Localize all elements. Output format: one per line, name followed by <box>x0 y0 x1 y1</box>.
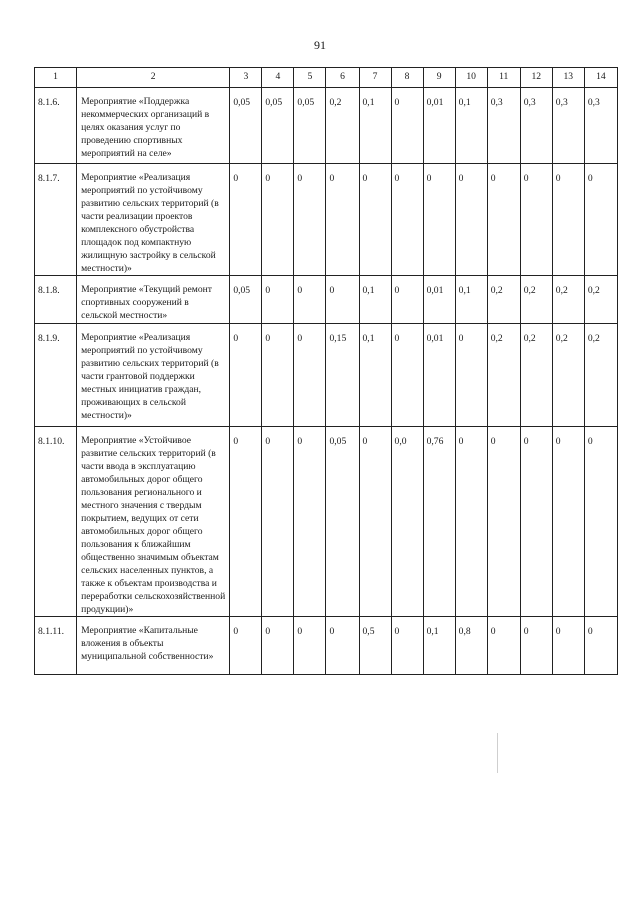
row-value: 0 <box>455 427 487 617</box>
row-value: 0,05 <box>294 88 326 164</box>
row-value: 0,01 <box>423 276 455 324</box>
row-value: 0,1 <box>455 276 487 324</box>
row-value: 0 <box>391 324 423 427</box>
row-code: 8.1.7. <box>35 164 77 276</box>
row-value: 0 <box>552 617 584 675</box>
row-value: 0,2 <box>520 276 552 324</box>
header-cell: 2 <box>77 68 230 88</box>
row-name: Мероприятие «Капитальные вложения в объекты муниципальной собственности» <box>77 617 230 675</box>
row-value: 0 <box>455 164 487 276</box>
row-value: 0,1 <box>359 276 391 324</box>
row-value: 0,2 <box>552 324 584 427</box>
row-value: 0,3 <box>584 88 617 164</box>
row-value: 0 <box>391 164 423 276</box>
row-value: 0 <box>359 427 391 617</box>
row-code: 8.1.6. <box>35 88 77 164</box>
row-value: 0,3 <box>552 88 584 164</box>
row-value: 0 <box>230 427 262 617</box>
row-value: 0,15 <box>326 324 359 427</box>
row-value: 0,05 <box>262 88 294 164</box>
row-name: Мероприятие «Реализация мероприятий по устойчивому развитию сельских территорий (в части грантовой поддержки местных инициатив граждан, проживающих в сельской местности)» <box>77 324 230 427</box>
row-value: 0 <box>423 164 455 276</box>
row-value: 0,01 <box>423 88 455 164</box>
header-cell: 9 <box>423 68 455 88</box>
row-value: 0,3 <box>520 88 552 164</box>
row-value: 0 <box>230 617 262 675</box>
row-value: 0,2 <box>584 324 617 427</box>
table-row <box>35 164 618 276</box>
table-row <box>35 276 618 324</box>
row-value: 0,0 <box>391 427 423 617</box>
table-row <box>35 617 618 675</box>
row-code: 8.1.10. <box>35 427 77 617</box>
row-value: 0 <box>584 617 617 675</box>
row-code: 8.1.8. <box>35 276 77 324</box>
header-cell: 11 <box>487 68 520 88</box>
row-value: 0 <box>487 164 520 276</box>
header-cell: 6 <box>326 68 359 88</box>
row-name: Мероприятие «Реализация мероприятий по устойчивому развитию сельских территорий (в части реализации проектов комплексного обустройства площадок под компактную жилищную застройку в сельской местности)» <box>77 164 230 276</box>
row-value: 0,05 <box>230 276 262 324</box>
row-value: 0 <box>520 164 552 276</box>
header-cell: 1 <box>35 68 77 88</box>
row-value: 0,1 <box>359 88 391 164</box>
row-value: 0 <box>294 276 326 324</box>
header-cell: 5 <box>294 68 326 88</box>
table-row <box>35 88 618 164</box>
row-value: 0,2 <box>520 324 552 427</box>
row-value: 0,05 <box>326 427 359 617</box>
scan-artifact-line <box>497 733 498 773</box>
row-value: 0 <box>391 88 423 164</box>
row-name: Мероприятие «Текущий ремонт спортивных сооружений в сельской местности» <box>77 276 230 324</box>
row-code: 8.1.9. <box>35 324 77 427</box>
row-value: 0 <box>294 164 326 276</box>
row-value: 0 <box>520 617 552 675</box>
row-name: Мероприятие «Поддержка некоммерческих организаций в целях оказания услуг по проведению спортивных мероприятий на селе» <box>77 88 230 164</box>
row-value: 0,5 <box>359 617 391 675</box>
row-value: 0 <box>262 617 294 675</box>
row-value: 0 <box>326 617 359 675</box>
row-value: 0,2 <box>487 276 520 324</box>
header-cell: 13 <box>552 68 584 88</box>
row-value: 0,2 <box>584 276 617 324</box>
row-value: 0,1 <box>455 88 487 164</box>
row-value: 0 <box>520 427 552 617</box>
row-name: Мероприятие «Устойчивое развитие сельских территорий (в части ввода в эксплуатацию автомобильных дорог общего пользования регионального и местного значения с твердым покрытием, ведущих от сети автомобильных дорог общего пользования к ближайшим общественно значимым объектам сельских населенных пунктов, а также к объектам производства и переработки сельскохозяйственной продукции)» <box>77 427 230 617</box>
row-value: 0,1 <box>359 324 391 427</box>
row-value: 0 <box>391 617 423 675</box>
row-value: 0 <box>230 164 262 276</box>
row-value: 0,05 <box>230 88 262 164</box>
row-value: 0 <box>294 617 326 675</box>
header-row <box>35 68 618 88</box>
header-cell: 12 <box>520 68 552 88</box>
header-cell: 14 <box>584 68 617 88</box>
row-value: 0 <box>262 427 294 617</box>
row-value: 0,2 <box>487 324 520 427</box>
row-code: 8.1.11. <box>35 617 77 675</box>
header-cell: 4 <box>262 68 294 88</box>
row-value: 0 <box>294 427 326 617</box>
row-value: 0 <box>359 164 391 276</box>
table-row <box>35 324 618 427</box>
row-value: 0,8 <box>455 617 487 675</box>
row-value: 0 <box>455 324 487 427</box>
row-value: 0 <box>262 324 294 427</box>
row-value: 0 <box>552 164 584 276</box>
header-cell: 3 <box>230 68 262 88</box>
row-value: 0,2 <box>326 88 359 164</box>
row-value: 0 <box>584 427 617 617</box>
row-value: 0 <box>294 324 326 427</box>
row-value: 0 <box>487 617 520 675</box>
header-cell: 10 <box>455 68 487 88</box>
row-value: 0 <box>584 164 617 276</box>
row-value: 0,3 <box>487 88 520 164</box>
row-value: 0,1 <box>423 617 455 675</box>
row-value: 0 <box>262 276 294 324</box>
row-value: 0 <box>326 164 359 276</box>
row-value: 0,76 <box>423 427 455 617</box>
header-cell: 8 <box>391 68 423 88</box>
row-value: 0,01 <box>423 324 455 427</box>
row-value: 0 <box>552 427 584 617</box>
row-value: 0 <box>230 324 262 427</box>
row-value: 0 <box>391 276 423 324</box>
row-value: 0,2 <box>552 276 584 324</box>
row-value: 0 <box>262 164 294 276</box>
row-value: 0 <box>487 427 520 617</box>
row-value: 0 <box>326 276 359 324</box>
page-number: 91 <box>314 38 326 52</box>
measures-table <box>34 67 618 675</box>
table-row <box>35 427 618 617</box>
header-cell: 7 <box>359 68 391 88</box>
